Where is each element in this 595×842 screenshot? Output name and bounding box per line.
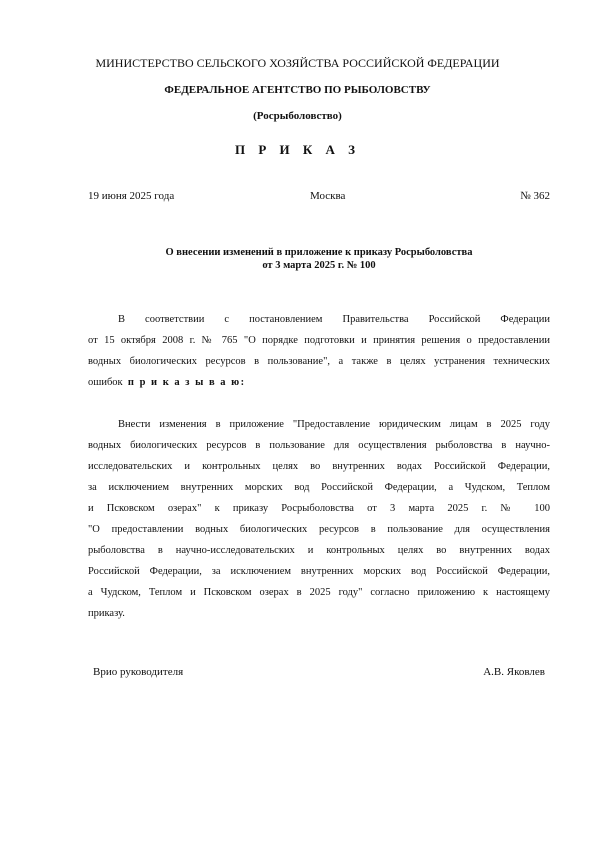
agency-name: ФЕДЕРАЛЬНОЕ АГЕНТСТВО ПО РЫБОЛОВСТВУ — [164, 84, 431, 96]
main-line: и Псковском озерах" к приказу Росрыболовства от 3 марта 2025 г. № 100 — [88, 503, 550, 514]
ministry-name: МИНИСТЕРСТВО СЕЛЬСКОГО ХОЗЯЙСТВА РОССИЙСКОЙ ФЕДЕРАЦИИ — [95, 56, 500, 70]
order-date: 19 июня 2025 года — [88, 190, 175, 202]
main-line: "О предоставлении водных биологических ресурсов в пользование для осуществления — [88, 524, 550, 535]
order-city: Москва — [310, 190, 346, 202]
order-subject-line-1: О внесении изменений в приложение к приказу Росрыболовства — [165, 247, 473, 258]
order-number: № 362 — [520, 190, 550, 202]
preamble-paragraph — [88, 309, 550, 393]
preamble-line-last — [88, 372, 550, 393]
main-paragraph — [88, 414, 550, 624]
command-word: п р и к а з ы в а ю: — [127, 377, 246, 388]
order-meta — [88, 190, 550, 206]
preamble-line: от 15 октября 2008 г. № 765 "О порядке подготовки и принятия решения о предоставлении — [88, 335, 550, 346]
order-title: П Р И К А З — [234, 142, 361, 157]
main-line: Внести изменения в приложение "Предоставление юридическим лицам в 2025 году — [118, 419, 550, 430]
main-line: приказу. — [88, 608, 125, 619]
main-line: а Чудском, Теплом и Псковском озерах в 2025 году" согласно приложению к настоящему — [88, 587, 550, 598]
main-line: за исключением внутренних морских вод Российской Федерации, а Чудском, Теплом — [88, 482, 550, 493]
main-line: Российской Федерации, за исключением внутренних морских вод Российской Федерации, — [88, 566, 550, 577]
signatory-position: Врио руководителя — [93, 666, 184, 678]
signatory-name: А.В. Яковлев — [483, 666, 545, 678]
main-line: рыболовства в научно-исследовательских и контрольных целях во внутренних водах — [88, 545, 550, 556]
agency-abbreviation: (Росрыболовство) — [253, 110, 342, 122]
preamble-line: водных биологических ресурсов в пользование", а также в целях устранения технических — [88, 356, 550, 367]
preamble-line: В соответствии с постановлением Правительства Российской Федерации — [118, 314, 550, 325]
order-subject-line-2: от 3 марта 2025 г. № 100 — [262, 260, 376, 271]
main-line: исследовательских и контрольных целях во внутренних водах Российской Федерации, — [88, 461, 550, 472]
main-line: водных биологических ресурсов в пользование для осуществления рыболовства в научно- — [88, 440, 550, 451]
preamble-line: ошибок — [88, 377, 123, 388]
